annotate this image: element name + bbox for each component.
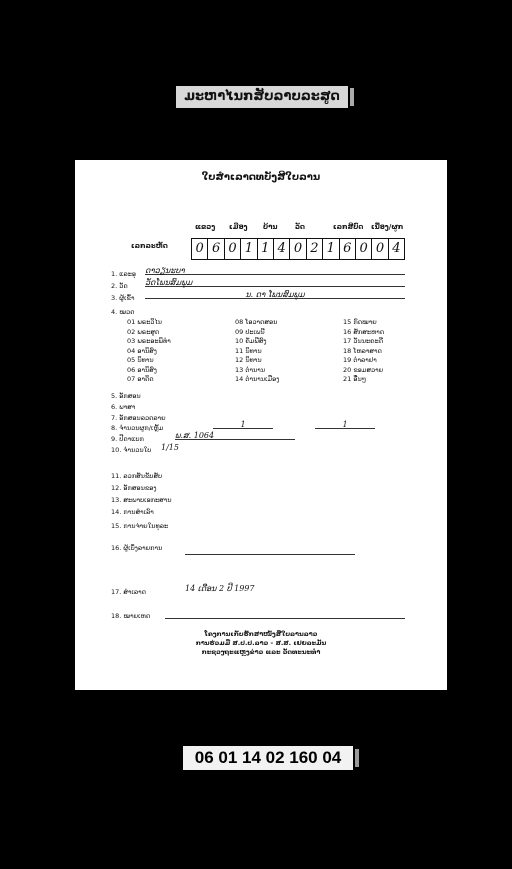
- row-label: ອັກສອນຂອງ: [123, 484, 157, 492]
- label-tab: [355, 749, 359, 767]
- code-digit: 1: [258, 239, 274, 259]
- form-title: ໃບສຳເລາດທບັງສີໃບລານ: [201, 172, 321, 183]
- row-17-value: 14 ເດືອນ 2 ປີ 1997: [185, 584, 255, 593]
- row-num: 18.: [111, 612, 122, 620]
- row-num: 16.: [111, 544, 122, 552]
- category-item: 06 ອານິສົງ: [127, 365, 157, 374]
- code-box: [191, 238, 405, 260]
- category-item: 14 ຕຳນານເມືອງ: [235, 375, 280, 383]
- section-num: 3.: [111, 294, 118, 302]
- row-label: ອັກສອນ: [119, 392, 141, 400]
- row-label: ສຳເລາດ: [123, 588, 147, 596]
- row-label: ສະພາບເອກະສານ: [123, 496, 172, 504]
- code-digit: 0: [225, 239, 241, 259]
- footer-line: ກະຊວງຖະແຫຼງຂ່າວ ແລະ ວັດທະນະທຳ: [201, 648, 321, 656]
- section-1: [111, 270, 136, 278]
- category-item: 01 ພຣະວິໄນ: [127, 318, 162, 326]
- category-item: 02 ພຣະສູດ: [127, 327, 160, 336]
- header-label-text: ມະຫາໄນກສັບລາບລະສູດ: [184, 89, 340, 104]
- section-label: ວັດ: [119, 282, 128, 290]
- category-item: 13 ຕຳນານ: [235, 365, 266, 374]
- row-7: [111, 414, 166, 422]
- section-label: ໝວດ: [119, 308, 135, 316]
- section-1-value: ດາວຽນະບາ: [145, 266, 405, 275]
- row-18-line: [165, 610, 405, 619]
- header-label: [176, 86, 348, 108]
- row-6: [111, 403, 135, 411]
- row-9: [111, 435, 144, 443]
- row-num: 12.: [111, 484, 122, 492]
- footer-line: ການຮ່ວມມື ສ.ປ.ປ.ລາວ - ສ.ສ. ເຢຍລະມັນ: [195, 639, 327, 647]
- row-8-value1: 1: [213, 420, 273, 429]
- row-16-line: [185, 546, 355, 555]
- code-digit: 6: [340, 239, 356, 259]
- section-3-value: ນ. ດາ ໂພນສົມພູມ: [145, 290, 405, 299]
- row-5: [111, 392, 141, 400]
- section-label: ຜູ້ເຂົ້າ: [119, 294, 135, 302]
- row-label: ອັກສອນລວດລາຍ: [119, 414, 166, 422]
- section-4: [111, 308, 134, 316]
- category-item: 03 ພຣະອະພິທຳ: [127, 337, 171, 345]
- code-digit: 4: [274, 239, 290, 259]
- row-num: 9.: [111, 435, 118, 443]
- category-item: 05 ນິທານ: [127, 356, 154, 364]
- code-digit: 6: [208, 239, 224, 259]
- row-10: [111, 446, 151, 454]
- section-2: [111, 282, 128, 290]
- section-num: 1.: [111, 270, 118, 278]
- category-column-2: [235, 318, 279, 385]
- row-8-value2: 1: [315, 420, 375, 429]
- category-item: 18 ໂຫລາສາດ: [343, 346, 382, 355]
- code-header: ບ້ານ: [263, 223, 278, 231]
- category-item: 16 ສັກສະຫາດ: [343, 327, 385, 336]
- code-digit: 0: [192, 239, 208, 259]
- code-header: ເນື້ອງ/ຜູກ: [371, 223, 404, 231]
- code-digit: 0: [356, 239, 372, 259]
- row-17: [111, 588, 146, 596]
- code-digit: 4: [392, 241, 401, 256]
- row-16: [111, 544, 162, 552]
- category-item: 12 ນິທານ: [235, 356, 262, 364]
- code-digit: 2: [307, 239, 323, 259]
- row-label: ຜູ້ເບິ່ງລາຍການ: [123, 544, 163, 552]
- row-label: ການຈ່າຍໃນທຸລະ: [123, 522, 169, 530]
- row-num: 5.: [111, 392, 118, 400]
- category-item: 10 ຄັມພີສົງ: [235, 337, 267, 345]
- form-footer: [75, 630, 447, 657]
- code-headers: [191, 220, 405, 238]
- row-num: 7.: [111, 414, 118, 422]
- category-column-1: [127, 318, 171, 385]
- code-digit: 0: [372, 239, 388, 259]
- row-num: 13.: [111, 496, 122, 504]
- bottom-label: [183, 746, 353, 770]
- code-header: ແຂວງ: [195, 223, 216, 231]
- category-column-3: [343, 318, 384, 385]
- section-label: ແລະອຸ: [119, 270, 136, 278]
- category-item: 04 ອານິສົງ: [127, 346, 157, 355]
- code-digit: 1: [241, 239, 257, 259]
- code-header: ເລກສີບົດ: [333, 223, 364, 231]
- section-3: [111, 294, 135, 302]
- row-label: ພາສາ: [119, 403, 136, 411]
- row-8: [111, 424, 163, 432]
- section-2-value: ວັດໂພນສົມພູມ: [145, 278, 405, 287]
- row-label: ລວກສັນຂັບສັບ: [123, 472, 163, 480]
- row-num: 10.: [111, 446, 122, 454]
- code-header: ເມືອງ: [229, 223, 248, 231]
- row-10-value: 1/15: [161, 443, 179, 452]
- code-header: ວັດ: [295, 223, 305, 231]
- row-num: 8.: [111, 424, 118, 432]
- code-digit: 1: [323, 239, 339, 259]
- row-num: 15.: [111, 522, 122, 530]
- bottom-label-text: 06 01 14 02 160 04: [194, 748, 342, 767]
- category-item: 09 ປະເພນີ: [235, 327, 265, 336]
- code-digit: 0: [290, 239, 306, 259]
- form-sheet: [75, 160, 447, 690]
- section-num: 2.: [111, 282, 118, 290]
- category-item: 19 ຕຳລາຢາ: [343, 356, 377, 364]
- row-9-value: ພ.ສ. 1064: [175, 431, 295, 440]
- row-label: ປີດາແບກ: [119, 435, 144, 443]
- row-label: ຈຳນວນໃບ: [123, 446, 152, 454]
- section-num: 4.: [111, 308, 118, 316]
- code-label: ເລກລະຫັດ: [131, 242, 168, 250]
- row-15: [111, 522, 168, 530]
- row-11: [111, 472, 162, 480]
- row-18: [111, 612, 150, 620]
- category-item: 07 ອາດິດ: [127, 375, 154, 383]
- row-num: 11.: [111, 472, 122, 480]
- category-item: 08 ໂອວາດສອນ: [235, 318, 278, 326]
- row-num: 17.: [111, 588, 122, 596]
- label-tab: [350, 88, 354, 106]
- category-item: 21 ອື່ນໆ: [343, 375, 367, 383]
- row-label: ຈຳນວນຜູກ/ເຫຼັ້ມ: [119, 424, 164, 432]
- row-14: [111, 508, 154, 516]
- category-item: 15 ກົດໝາຍ: [343, 318, 377, 326]
- row-num: 14.: [111, 508, 122, 516]
- category-item: 11 ນິທານ: [235, 346, 262, 355]
- footer-line: ໂຄງການເກັບຮັກສາໜັງສືໃບລານລາວ: [204, 630, 318, 638]
- category-item: 20 ຂອມສວາຍ: [343, 365, 384, 374]
- row-13: [111, 496, 172, 504]
- row-label: ໝາຍເຫດ: [123, 612, 151, 620]
- row-num: 6.: [111, 403, 118, 411]
- category-item: 17 ວັນນະຄະດີ: [343, 337, 384, 345]
- row-label: ການສຳເລົາ: [123, 508, 154, 516]
- row-12: [111, 484, 157, 492]
